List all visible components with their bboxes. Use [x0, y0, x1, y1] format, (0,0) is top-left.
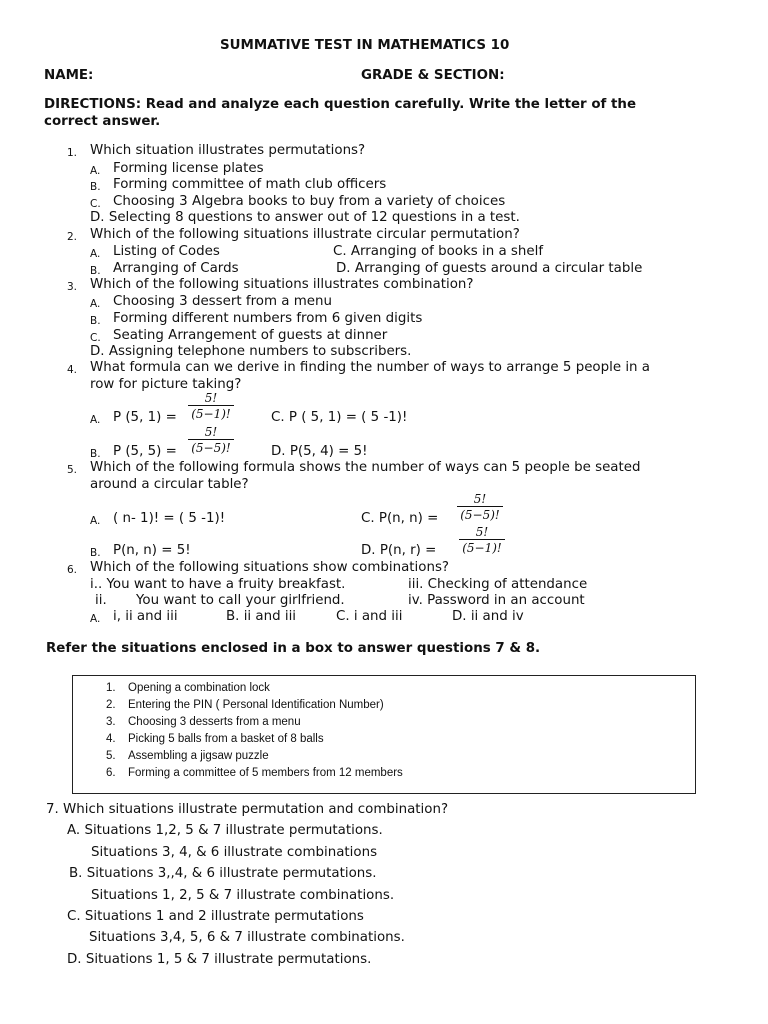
q1-option-d: D. Selecting 8 questions to answer out of 12 questions in a test. [90, 210, 520, 225]
grade-section-label: GRADE & SECTION: [361, 68, 505, 83]
name-label: NAME: [44, 68, 94, 83]
q7-text: 7. Which situations illustrate permutation and combination? [46, 802, 449, 817]
q3-number: 3. [67, 281, 78, 293]
q3-option-c: Seating Arrangement of guests at dinner [113, 328, 388, 343]
directions-line-1: DIRECTIONS: Read and analyze each question carefully. Write the letter of the [44, 97, 637, 112]
q4-number: 4. [67, 364, 78, 376]
q5-d-numerator: 5! [475, 525, 489, 539]
box-item-number: 6. [106, 767, 116, 779]
box-item: Picking 5 balls from a basket of 8 balls [128, 733, 324, 745]
box-item: Assembling a jigsaw puzzle [128, 750, 269, 762]
q6-text: Which of the following situations show combinations? [90, 560, 450, 575]
q5-a-letter: A. [90, 515, 101, 527]
q5-d-denominator: (5−1)! [459, 539, 505, 555]
q3-option-b: Forming different numbers from 6 given digits [113, 311, 423, 326]
q4-b-denominator: (5−5)! [188, 439, 234, 455]
directions-line-2: correct answer. [44, 114, 161, 129]
q1-option-b: Forming committee of math club officers [113, 177, 387, 192]
q4-a-numerator: 5! [204, 391, 218, 405]
q3-b-letter: B. [90, 315, 101, 327]
q7-option-c-line-1: C. Situations 1 and 2 illustrate permutations [67, 909, 364, 924]
q1-c-letter: C. [90, 198, 101, 210]
q1-number: 1. [67, 147, 78, 159]
q5-text-line-1: Which of the following formula shows the number of ways can 5 people be seated [90, 460, 641, 475]
q4-b-letter: B. [90, 448, 101, 460]
q5-option-a: ( n- 1)! = ( 5 -1)! [113, 511, 226, 526]
q2-text: Which of the following situations illustrate circular permutation? [90, 227, 520, 242]
q7-option-a-line-1: A. Situations 1,2, 5 & 7 illustrate permutations. [67, 823, 383, 838]
q6-situation-ii: You want to call your girlfriend. [136, 593, 345, 608]
q7-option-b-line-1: B. Situations 3,,4, & 6 illustrate permutations. [69, 866, 377, 881]
box-item-number: 3. [106, 716, 116, 728]
q5-b-letter: B. [90, 547, 101, 559]
page-title: SUMMATIVE TEST IN MATHEMATICS 10 [220, 38, 510, 53]
q3-option-d: D. Assigning telephone numbers to subscribers. [90, 344, 412, 359]
box-item-number: 1. [106, 682, 116, 694]
q7-option-b-line-2: Situations 1, 2, 5 & 7 illustrate combinations. [91, 888, 395, 903]
q7-option-c-line-2: Situations 3,4, 5, 6 & 7 illustrate combinations. [89, 930, 405, 945]
q2-b-letter: B. [90, 265, 101, 277]
situations-box [72, 675, 696, 794]
q4-a-fraction [188, 391, 234, 421]
q6-situation-i: i.. You want to have a fruity breakfast. [90, 577, 346, 592]
box-item: Forming a committee of 5 members from 12 members [128, 767, 403, 779]
q5-number: 5. [67, 464, 78, 476]
q1-b-letter: B. [90, 181, 101, 193]
q1-option-a: Forming license plates [113, 161, 264, 176]
q3-text: Which of the following situations illustrates combination? [90, 277, 474, 292]
box-item-number: 4. [106, 733, 116, 745]
refer-heading: Refer the situations enclosed in a box to answer questions 7 & 8. [46, 641, 541, 656]
q2-option-a: Listing of Codes [113, 244, 220, 259]
q1-option-c: Choosing 3 Algebra books to buy from a variety of choices [113, 194, 506, 209]
q5-option-d: D. P(n, r) = [361, 543, 437, 558]
q6-option-b: B. ii and iii [226, 609, 297, 624]
q2-option-d: D. Arranging of guests around a circular table [336, 261, 643, 276]
q5-c-denominator: (5−5)! [457, 506, 503, 522]
q7-option-a-line-2: Situations 3, 4, & 6 illustrate combinations [91, 845, 378, 860]
q4-text-line-2: row for picture taking? [90, 377, 242, 392]
q5-text-line-2: around a circular table? [90, 477, 249, 492]
box-item-number: 5. [106, 750, 116, 762]
q6-a-letter: A. [90, 613, 101, 625]
box-item: Choosing 3 desserts from a menu [128, 716, 301, 728]
q4-b-fraction [188, 425, 234, 455]
box-item: Opening a combination lock [128, 682, 270, 694]
q5-option-c: C. P(n, n) = [361, 511, 439, 526]
q6-option-c: C. i and iii [336, 609, 403, 624]
q3-option-a: Choosing 3 dessert from a menu [113, 294, 333, 309]
q4-a-denominator: (5−1)! [188, 405, 234, 421]
q5-d-fraction [459, 525, 505, 555]
q1-a-letter: A. [90, 165, 101, 177]
q7-option-d-line-1: D. Situations 1, 5 & 7 illustrate permutations. [67, 952, 372, 967]
q4-text-line-1: What formula can we derive in finding the number of ways to arrange 5 people in a [90, 360, 651, 375]
q2-number: 2. [67, 231, 78, 243]
q5-option-b: P(n, n) = 5! [113, 543, 191, 558]
q2-option-c: C. Arranging of books in a shelf [333, 244, 544, 259]
q2-a-letter: A. [90, 248, 101, 260]
q3-a-letter: A. [90, 298, 101, 310]
q5-c-numerator: 5! [473, 492, 487, 506]
q4-b-numerator: 5! [204, 425, 218, 439]
q6-situation-iv: iv. Password in an account [408, 593, 585, 608]
q4-option-c: C. P ( 5, 1) = ( 5 -1)! [271, 410, 408, 425]
q6-situation-iii: iii. Checking of attendance [408, 577, 588, 592]
q4-option-a: P (5, 1) = [113, 410, 177, 425]
q4-a-letter: A. [90, 414, 101, 426]
box-item-number: 2. [106, 699, 116, 711]
q5-c-fraction [457, 492, 503, 522]
q6-option-a: i, ii and iii [113, 609, 178, 624]
q6-situation-ii-number: ii. [95, 593, 107, 608]
q6-option-d: D. ii and iv [452, 609, 524, 624]
box-item: Entering the PIN ( Personal Identification Number) [128, 699, 384, 711]
q4-option-b: P (5, 5) = [113, 444, 177, 459]
q4-option-d: D. P(5, 4) = 5! [271, 444, 368, 459]
q1-text: Which situation illustrates permutations? [90, 143, 366, 158]
q3-c-letter: C. [90, 332, 101, 344]
q2-option-b: Arranging of Cards [113, 261, 239, 276]
q6-number: 6. [67, 564, 78, 576]
